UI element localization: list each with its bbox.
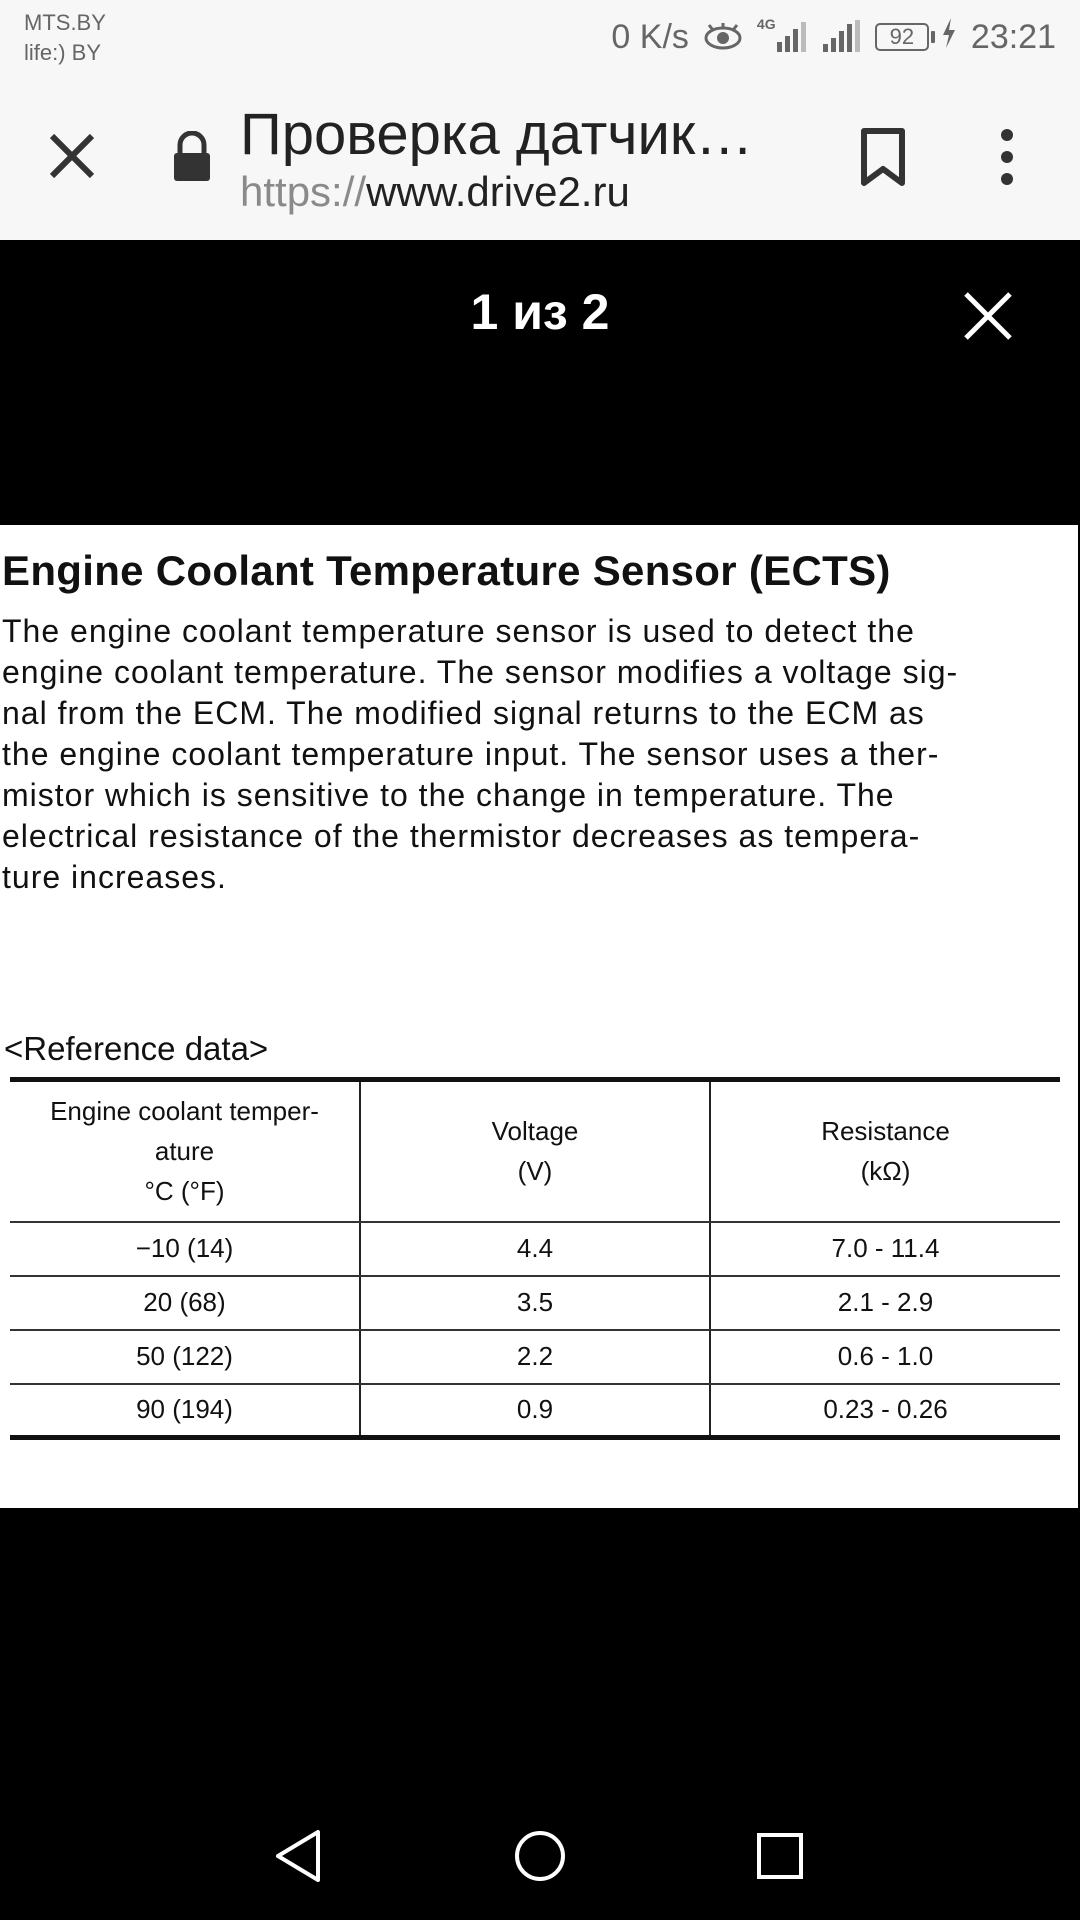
clock: 23:21	[970, 17, 1056, 56]
net-speed: 0 K/s	[611, 17, 689, 56]
cell-resistance: 2.1 - 2.9	[710, 1276, 1060, 1330]
signal-4g-icon	[756, 16, 807, 54]
signal-icon	[821, 20, 861, 54]
home-icon[interactable]	[510, 1826, 570, 1886]
table-row	[10, 1384, 1060, 1438]
carrier-info	[24, 8, 106, 68]
table-row	[10, 1276, 1060, 1330]
reference-table	[10, 1077, 1060, 1440]
back-icon[interactable]	[270, 1826, 330, 1886]
lock-icon[interactable]	[170, 131, 214, 183]
cell-resistance: 0.23 - 0.26	[710, 1384, 1060, 1438]
page-title[interactable]: Проверка датчик…	[240, 103, 754, 167]
cell-temperature: 90 (194)	[10, 1384, 360, 1438]
cell-voltage: 0.9	[360, 1384, 710, 1438]
carrier-primary: MTS.BY	[24, 10, 106, 35]
more-vert-icon[interactable]	[992, 127, 1022, 187]
cell-voltage: 3.5	[360, 1276, 710, 1330]
charging-icon	[941, 18, 957, 57]
reference-label: <Reference data>	[4, 1030, 269, 1067]
table-header-row	[10, 1080, 1060, 1222]
url-scheme: https://	[240, 168, 367, 215]
document-body: The engine coolant temperature sensor is used to detect the engine coolant temperature. The sensor modifies a voltage sig- nal from the ECM. The modified signal returns to the ECM as the engine coolant temperature input. The sensor uses a ther- mistor which is sensitive to the change in temperature. The electrical resistance of the thermistor decreases as tempera- ture increases.	[2, 613, 959, 895]
document-image[interactable]	[0, 525, 1078, 1508]
carrier-secondary: life:) BY	[24, 40, 102, 65]
network-type: 4G	[756, 16, 776, 32]
navigation-bar	[0, 1790, 1080, 1920]
cell-voltage: 2.2	[360, 1330, 710, 1384]
close-icon[interactable]	[44, 128, 100, 184]
document-title: Engine Coolant Temperature Sensor (ECTS)	[2, 547, 891, 594]
cell-temperature: 50 (122)	[10, 1330, 360, 1384]
cell-temperature: −10 (14)	[10, 1222, 360, 1276]
browser-toolbar	[0, 75, 1080, 240]
close-icon[interactable]	[962, 290, 1014, 342]
header-resistance: Resistance (kΩ)	[710, 1080, 1060, 1222]
battery-icon	[875, 23, 935, 51]
header-voltage: Voltage (V)	[360, 1080, 710, 1222]
header-temperature: Engine coolant temper- ature °C (°F)	[10, 1080, 360, 1222]
status-bar	[0, 0, 1080, 75]
status-icons	[611, 14, 1056, 60]
cell-resistance: 0.6 - 1.0	[710, 1330, 1060, 1384]
bookmark-icon[interactable]	[858, 127, 908, 187]
image-viewer-header	[0, 240, 1080, 525]
table-row	[10, 1222, 1060, 1276]
recents-icon[interactable]	[750, 1826, 810, 1886]
cell-temperature: 20 (68)	[10, 1276, 360, 1330]
image-counter: 1 из 2	[470, 284, 610, 340]
eye-icon	[703, 22, 743, 52]
table-row	[10, 1330, 1060, 1384]
battery-level: 92	[875, 23, 929, 51]
cell-resistance: 7.0 - 11.4	[710, 1222, 1060, 1276]
cell-voltage: 4.4	[360, 1222, 710, 1276]
url-host: www.drive2.ru	[366, 168, 630, 215]
url-display[interactable]	[240, 167, 630, 217]
